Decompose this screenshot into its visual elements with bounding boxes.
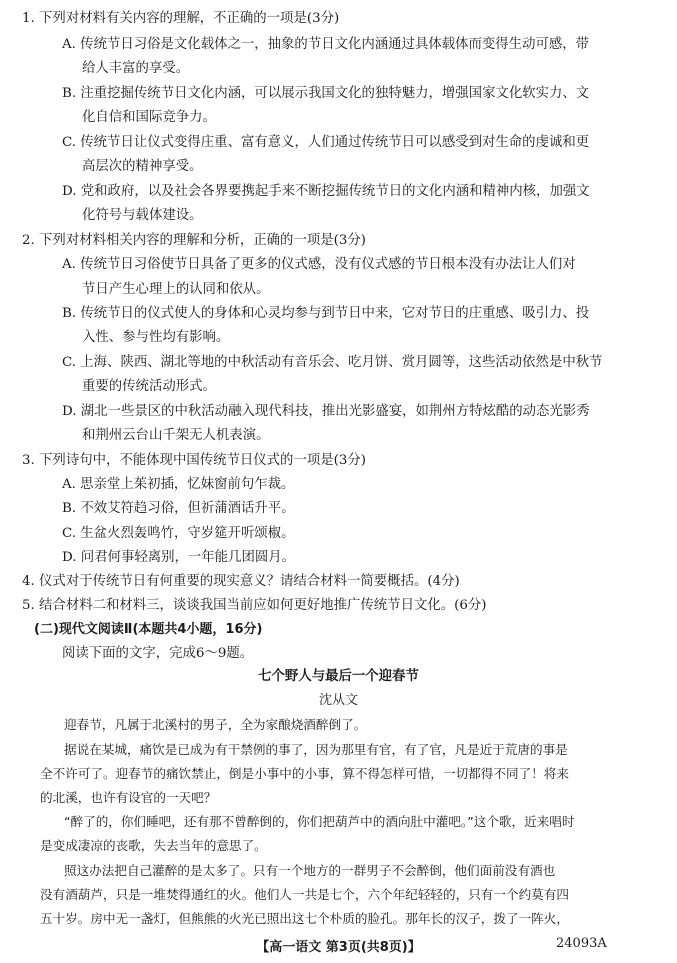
text-line: 重要的传统活动形式。 <box>82 379 216 394</box>
text-line: 节日产生心理上的认同和依从。 <box>82 282 270 297</box>
text-line: 入性、参与性均有影响。 <box>82 330 230 345</box>
text-line: 全不许可了。迎春节的痛饮禁止，倒是小事中的小事，算不得怎样可惜，一切都得不同了！将来 <box>40 766 569 781</box>
text-line: A. 传统节日习俗是文化载体之一，抽象的节日文化内涵通过具体载体而变得生动可感，带 <box>62 37 590 52</box>
text-line: C. 传统节日让仪式变得庄重、富有意义，人们通过传统节日可以感受到对生命的虔诚和更 <box>62 135 590 150</box>
text-line: D. 党和政府，以及社会各界要携起手来不断挖掘传统节日的文化内涵和精神内核，加强文 <box>62 184 590 199</box>
text-line: 4. 仪式对于传统节日有何重要的现实意义？请结合材料一简要概括。(4分) <box>22 574 460 589</box>
text-line: A. 传统节日习俗使节日具备了更多的仪式感，没有仪式感的节日根本没有办法让人们对 <box>62 257 576 272</box>
text-line: 是变成凄凉的丧歌，失去当年的意思了。 <box>40 838 267 853</box>
text-line: 沈从文 <box>318 693 358 708</box>
text-line: 化符号与载体建设。 <box>82 208 203 223</box>
text-line: 3. 下列诗句中，不能体现中国传统节日仪式的一项是(3分) <box>22 453 366 468</box>
text-line: (二)现代文阅读Ⅱ(本题共4小题，16分) <box>34 622 263 637</box>
text-line: 2. 下列对材料相关内容的理解和分析，正确的一项是(3分) <box>22 233 366 248</box>
text-line: B. 传统节日的仪式使人的身体和心灵均参与到节日中来，它对节日的庄重感、吸引力、投 <box>62 306 590 321</box>
text-line: 照这办法把自己灌醉的是太多了。只有一个地方的一群男子不会醉倒，他们面前没有酒也 <box>64 863 556 878</box>
text-line: 高层次的精神享受。 <box>82 159 203 174</box>
text-line: “醉了的，你们睡吧，还有那不曾醉倒的，你们把葫芦中的酒向肚中灌吧。”这个歌，近来唱时 <box>64 814 575 829</box>
text-line: B. 注重挖掘传统节日文化内涵，可以展示我国文化的独特魅力，增强国家文化软实力、文 <box>62 86 590 101</box>
text-line: D. 问君何事轻离别，一年能几团圆月。 <box>62 550 296 565</box>
text-line: 5. 结合材料二和材料三，谈谈我国当前应如何更好地推广传统节日文化。(6分) <box>22 598 487 613</box>
text-line: 的北溪，也许有设官的一天吧？ <box>40 790 217 805</box>
text-line: C. 上海、陕西、湖北等地的中秋活动有音乐会、吃月饼、赏月圆等，这些活动依然是中秋节 <box>62 355 603 370</box>
text-line: B. 不效艾符趋习俗，但祈蒲酒话升平。 <box>62 501 295 516</box>
text-line: 五十岁。房中无一盏灯，但熊熊的火光已照出这七个朴质的脸孔。那年长的汉子，拨了一阵火， <box>40 911 569 926</box>
text-line: 据说在某城，痛饮是已成为有干禁例的事了，因为那里有官，有了官，凡是近于荒唐的事是 <box>64 742 568 757</box>
text-line: 阅读下面的文字，完成6～9题。 <box>62 646 254 661</box>
text-line: 给人丰富的享受。 <box>82 61 190 76</box>
text-line: 1. 下列对材料有关内容的理解，不正确的一项是(3分) <box>22 11 340 26</box>
text-line: 没有酒葫芦，只是一堆焚得通红的火。他们人一共是七个，六个年纪轻轻的，只有一个约莫有四 <box>40 887 569 902</box>
text-line: D. 湖北一些景区的中秋活动融入现代科技，推出光影盛宴，如荆州方特炫酷的动态光影秀 <box>62 404 590 419</box>
page-footer: 【高一语文 第3页(共8页)】 <box>256 940 421 955</box>
exam-code: 24093A <box>556 936 607 951</box>
text-line: A. 思亲堂上茱初插，忆妹窗前句乍裁。 <box>62 477 295 492</box>
text-line: 和荆州云台山千架无人机表演。 <box>82 428 270 443</box>
text-line: C. 生盆火烈轰鸣竹，守岁筵开听颂椒。 <box>62 526 295 541</box>
text-line: 七个野人与最后一个迎春节 <box>258 669 419 684</box>
text-line: 迎春节，凡属于北溪村的男子，全为家酿烧酒醉倒了。 <box>64 717 367 732</box>
text-line: 化自信和国际竞争力。 <box>82 110 216 125</box>
